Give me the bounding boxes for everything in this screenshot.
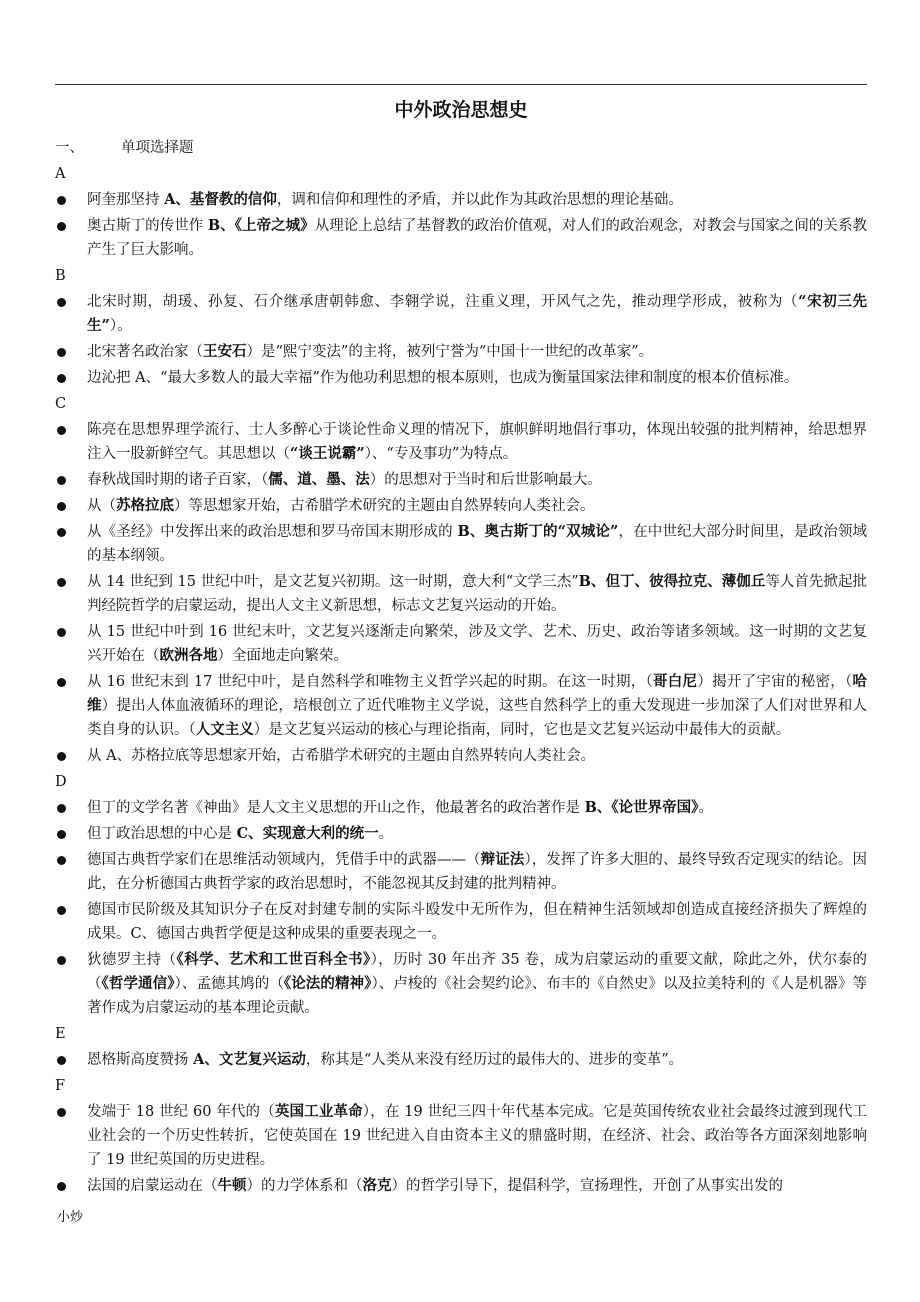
answer-text: B、《上帝之城》 [207,217,315,234]
list-item [55,948,867,1020]
item-text: 发端于 18 世纪 60 年代的（ [87,1104,275,1120]
item-text: ）是“熙宁变法”的主将，被列宁誉为“中国十一世纪的改革家”。 [246,344,654,360]
bullet-icon [57,830,66,839]
bullet-icon [57,348,66,357]
item-text: ），发挥了许多大胆的、最终导致否定现实的结论。因此，在分析德国古典哲学家的政治思想时，不能忽视其反封建的批判精神。 [87,852,868,892]
list-item [55,898,867,946]
letter-heading: A [55,166,66,182]
item-text: 法国的启蒙运动在（ [87,1178,218,1194]
item-list [55,1048,867,1072]
answer-text: B、《论世界帝国》 [584,799,699,816]
document-body [55,96,867,1200]
item-text: 春秋战国时期的诸子百家，（ [87,472,269,488]
item-text: ）的力学体系和（ [246,1178,363,1194]
list-item [55,468,867,492]
list-item [55,848,867,896]
item-list [55,188,867,262]
list-item [55,796,867,820]
bullet-icon [57,578,66,587]
item-text: ），在 19 世纪三四十年代基本完成。它是英国传统农业社会最终过渡到现代工业社会的一个历史性转折，它使英国在 19 世纪进入自由资本主义的鼎盛时期，在经济、社会、政治等各方面深刻地影响了 19 世纪英国的历史进程。 [87,1104,867,1168]
item-text: 从 15 世纪中叶到 16 世纪末叶，文艺复兴逐渐走向繁荣，涉及文学、艺术、历史、政治等诸多领域。这一时期的文艺复兴开始在（ [87,624,867,664]
item-text: ）是文艺复兴运动的核心与理论指南，同时，它也是文艺复兴运动中最伟大的贡献。 [253,722,791,738]
document-title: 中外政治思想史 [394,99,528,121]
item-text: 等人首先掀起批判经院哲学的启蒙运动，提出人文主义新思想，标志文艺复兴运动的开始。 [87,574,867,614]
answer-text: 哥白尼 [653,673,698,690]
item-text: ）。 [109,318,132,334]
answer-text: “谈王说霸” [290,445,365,462]
item-text: 从（ [87,498,116,514]
item-text: 北宋著名政治家（ [87,344,203,360]
list-item [55,1100,867,1172]
item-text: 恩格斯高度赞扬 [87,1052,194,1068]
list-item [55,620,867,668]
item-text: ，在中世纪大部分时间里，是政治领域的基本纲领。 [87,524,868,564]
letter-heading: E [55,1026,66,1042]
bullet-icon [57,1108,66,1117]
answer-text: 王安石 [203,343,247,360]
answer-text: C、实现意大利的统一 [236,825,379,842]
section-label: 单项选择题 [121,140,194,156]
item-text: 从理论上总结了基督教的政治价值观，对人们的政治观念，对教会与国家之间的关系教产生了巨大影响。 [87,218,868,258]
list-item [55,822,867,846]
item-text: 边沁把 A、“最大多数人的最大幸福”作为他功利思想的根本原则，也成为衡量国家法律和制度的根本价值标准。 [87,370,799,386]
item-list [55,290,867,390]
list-item [55,366,867,390]
answer-text: B、但丁、彼得拉克、薄伽丘 [578,573,766,590]
item-text: 陈亮在思想界理学流行、士人多醉心于谈论性命义理的情况下，旗帜鲜明地倡行事功，体现出较强的批判精神，给思想界注入一股新鲜空气。其思想以（ [87,422,867,462]
letter-heading: F [55,1078,66,1094]
list-item [55,290,867,338]
item-text: 狄德罗主持（ [87,952,177,968]
list-item [55,1174,867,1198]
item-text: 奥古斯丁的传世作 [87,218,208,234]
item-text: ）揭开了宇宙的秘密，（ [697,674,853,690]
answer-text: 人文主义 [195,721,254,738]
list-item [55,188,867,212]
list-item [55,214,867,262]
bullet-icon [57,426,66,435]
answer-text: B、奥古斯丁的“双城论” [457,523,619,540]
letter-heading: B [55,268,66,284]
answer-text: 《哲学通信》 [101,975,175,992]
item-text: ），历时 30 年出齐 35 卷，成为启蒙运动的重要文献，除此之外，伏尔泰的（ [87,952,868,992]
item-text: 从 16 世纪末到 17 世纪中叶，是自然科学和唯物主义哲学兴起的时期。在这一时期，（ [87,674,654,690]
bullet-icon [57,804,66,813]
bullet-icon [57,1056,66,1065]
bullet-icon [57,222,66,231]
item-text: ）等思想家开始，古希腊学术研究的主题由自然界转向人类社会。 [174,498,595,514]
answer-text: 牛顿 [217,1177,247,1194]
list-item [55,1048,867,1072]
bullet-icon [57,528,66,537]
item-list [55,1100,867,1198]
bullet-icon [57,298,66,307]
item-text: ，调和信仰和理性的矛盾，并以此作为其政治思想的理论基础。 [276,192,683,208]
bullet-icon [57,856,66,865]
question-groups [55,162,867,1198]
bullet-icon [57,502,66,511]
answer-text: 《论法的精神》 [283,975,372,992]
item-text: ）、“专及事功”为特点。 [364,446,518,462]
top-rule [55,84,867,85]
bullet-icon [57,196,66,205]
answer-text: “宋初三先生” [87,293,868,334]
section-number: 一、 [55,140,84,156]
item-text: 北宋时期，胡瑗、孙复、石介继承唐朝韩愈、李翱学说，注重义理，开风气之先，推动理学形成，被称为（ [87,294,799,310]
item-text: 德国市民阶级及其知识分子在反对封建专制的实际斗殴发中无所作为，但在精神生活领域却创造成直接经济损失了辉煌的成果。C、德国古典哲学便是这种成果的重要表现之一。 [87,902,867,942]
list-item [55,520,867,568]
list-item [55,744,867,768]
bullet-icon [57,678,66,687]
item-text: 。 [378,826,394,842]
item-text: ）提出人体血液循环的理论，培根创立了近代唯物主义学说，这些自然科学上的重大发现进一步加深了人们对世界和人类自身的认识。（ [87,698,868,738]
bullet-icon [57,476,66,485]
item-text: ）、卢梭的《社会契约论》、布丰的《自然史》以及拉美特利的《人是机器》等著作成为启蒙运动的基本理论贡献。 [87,976,868,1016]
item-text: 但丁的文学名著《神曲》是人文主义思想的开山之作，他最著名的政治著作是 [87,800,585,816]
answer-text: 儒、道、墨、法 [268,471,370,488]
item-text: ）的哲学引导下，提倡科学，宣扬理性，开创了从事实出发的 [391,1178,783,1194]
answer-text: 苏格拉底 [116,497,174,514]
bullet-icon [57,628,66,637]
bullet-icon [57,374,66,383]
list-item [55,494,867,518]
item-text: 阿奎那坚持 [87,192,165,208]
list-item [55,670,867,742]
letter-heading: D [55,774,67,790]
item-text: 。 [698,800,713,816]
page-footer: 小炒 [57,1210,84,1225]
list-item [55,340,867,364]
item-text: 从《圣经》中发挥出来的政治思想和罗马帝国末期形成的 [87,524,458,540]
item-text: ）的思想对于当时和后世影响最大。 [369,472,602,488]
answer-text: A、基督教的信仰 [164,191,277,208]
item-text: 德国古典哲学家们在思维活动领域内，凭借手中的武器——（ [87,852,481,868]
answer-text: A、文艺复兴运动 [193,1051,306,1068]
item-text: ）、孟德其鸠的（ [174,976,284,992]
answer-text: 英国工业革命 [274,1103,363,1120]
item-text: 但丁政治思想的中心是 [87,826,237,842]
item-list [55,418,867,768]
answer-text: 《科学、艺术和工世百科全书》 [176,951,371,968]
answer-text: 辩证法 [480,851,525,868]
bullet-icon [57,956,66,965]
item-text: ，称其是“人类从来没有经历过的最伟大的、进步的变革”。 [305,1052,684,1068]
section-heading [55,136,867,160]
bullet-icon [57,752,66,761]
answer-text: 欧洲各地 [159,647,218,664]
list-item [55,418,867,466]
item-list [55,796,867,1020]
item-text: 从 14 世纪到 15 世纪中叶，是文艺复兴初期。这一时期，意大利“文学三杰” [87,574,579,590]
list-item [55,570,867,618]
letter-heading: C [55,396,67,412]
bullet-icon [57,906,66,915]
bullet-icon [57,1182,66,1191]
item-text: 从 A、苏格拉底等思想家开始，古希腊学术研究的主题由自然界转向人类社会。 [87,748,596,764]
item-text: ）全面地走向繁荣。 [217,648,348,664]
answer-text: 洛克 [362,1177,392,1194]
answer-text: 哈维 [87,673,868,714]
